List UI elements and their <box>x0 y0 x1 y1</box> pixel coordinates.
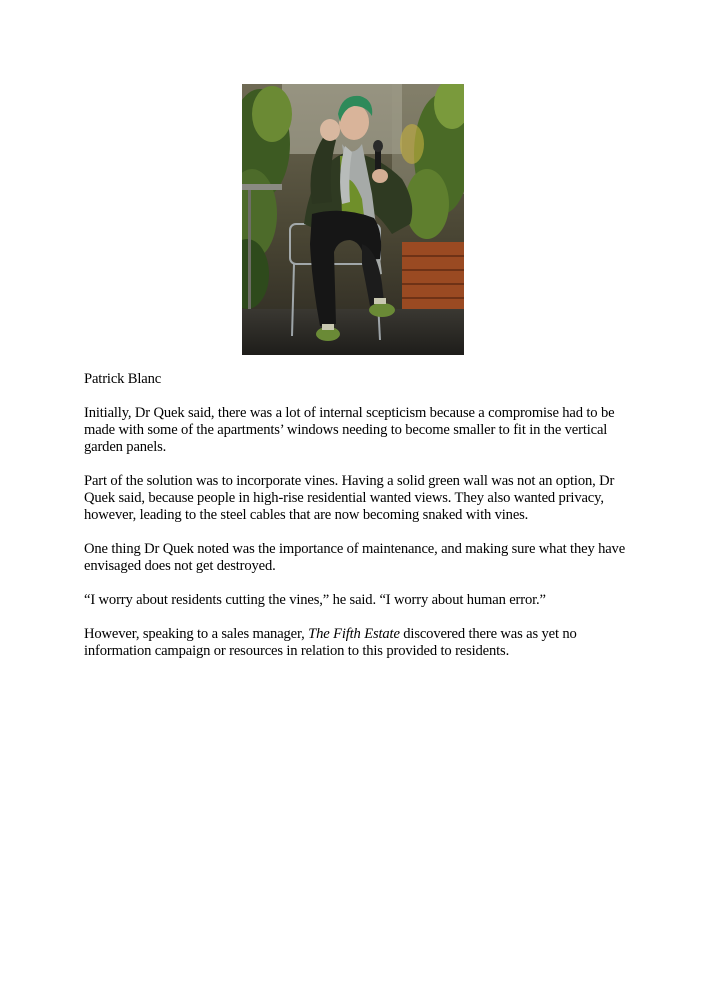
article-text <box>84 371 644 677</box>
paragraph-1: Initially, Dr Quek said, there was a lot of internal scepticism because a compromise had to be made with some of the apartments’ windows needing to become smaller to fit in the vertical garden panels. <box>84 405 615 455</box>
paragraph-5-after: discovered there was as yet no information campaign or resources in relation to this provided to residents. <box>84 626 577 659</box>
paragraph-4-quote: “I worry about residents cutting the vines,” he said. “I worry about human error.” <box>84 592 546 608</box>
paragraph-2: Part of the solution was to incorporate vines. Having a solid green wall was not an option, Dr Quek said, because people in high-rise residential wanted views. They also wanted privacy, however, leading to the steel cables that are now becoming snaked with vines. <box>84 473 615 523</box>
paragraph-5 <box>84 626 644 660</box>
photo-caption: Patrick Blanc <box>84 371 162 387</box>
publication-name: The Fifth Estate <box>308 626 400 642</box>
paragraph-5-before: However, speaking to a sales manager, <box>84 626 309 642</box>
photo-patrick-blanc <box>242 84 464 355</box>
paragraph-3: One thing Dr Quek noted was the importance of maintenance, and making sure what they have envisaged does not get destroyed. <box>84 541 626 574</box>
